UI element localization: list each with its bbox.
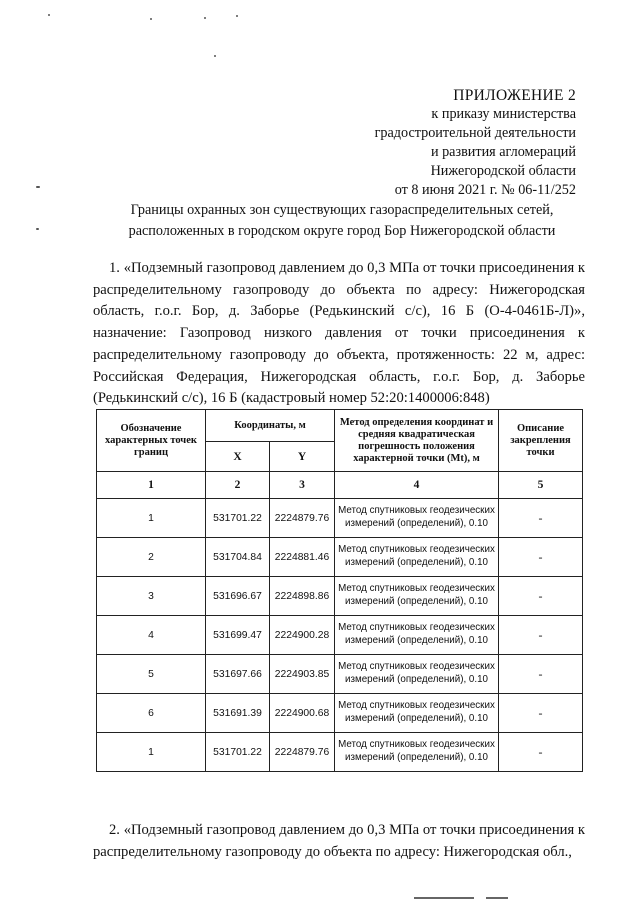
appendix-title: ПРИЛОЖЕНИЕ 2 — [453, 87, 576, 104]
cell-x: 531697.66 — [206, 655, 270, 694]
table-row — [97, 499, 583, 538]
cell-x: 531701.22 — [206, 733, 270, 772]
cell-point: 6 — [97, 694, 206, 733]
paragraph-text: «Подземный газопровод давлением до 0,3 МПа от точки присоединения к распределительному газопроводу до объекта по адресу: Нижегородская обл., — [93, 822, 585, 860]
table-row — [97, 538, 583, 577]
cell-method: Метод спутниковых геодезических измерений (определений), 0.10 — [335, 694, 499, 733]
table-row — [97, 577, 583, 616]
appendix-line: и развития агломераций — [430, 144, 576, 160]
appendix-block — [276, 86, 576, 200]
scan-speck — [204, 17, 206, 19]
cell-point: 2 — [97, 538, 206, 577]
cell-method: Метод спутниковых геодезических измерений (определений), 0.10 — [335, 499, 499, 538]
appendix-line: к приказу министерства — [431, 106, 576, 122]
cell-point: 4 — [97, 616, 206, 655]
coordinates-table — [96, 409, 583, 772]
cell-fixing: - — [499, 499, 583, 538]
scan-speck — [36, 228, 39, 230]
table-row — [97, 694, 583, 733]
header-method: Метод определения координат и средняя квадратическая погрешность положения характерной точки (Mt), м — [335, 410, 499, 472]
column-number: 3 — [270, 472, 335, 499]
paragraph-number: 2. — [109, 822, 120, 838]
cell-point: 5 — [97, 655, 206, 694]
cell-y: 2224879.76 — [270, 499, 335, 538]
header-coords: Координаты, м — [206, 410, 335, 442]
header-x: X — [206, 442, 270, 472]
cell-method: Метод спутниковых геодезических измерений (определений), 0.10 — [335, 655, 499, 694]
cell-fixing: - — [499, 655, 583, 694]
cell-fixing: - — [499, 616, 583, 655]
column-number: 4 — [335, 472, 499, 499]
cell-method: Метод спутниковых геодезических измерений (определений), 0.10 — [335, 538, 499, 577]
cell-x: 531704.84 — [206, 538, 270, 577]
cell-point: 1 — [97, 499, 206, 538]
cell-x: 531696.67 — [206, 577, 270, 616]
column-number: 5 — [499, 472, 583, 499]
appendix-line: Нижегородской области — [430, 163, 576, 179]
document-title-line: расположенных в городском округе город Бор Нижегородской области — [128, 222, 556, 239]
appendix-line: от 8 июня 2021 г. № 06-11/252 — [394, 182, 576, 198]
cell-y: 2224903.85 — [270, 655, 335, 694]
cell-x: 531699.47 — [206, 616, 270, 655]
paragraph-2 — [93, 820, 585, 863]
cell-fixing: - — [499, 733, 583, 772]
cell-x: 531691.39 — [206, 694, 270, 733]
cell-fixing: - — [499, 538, 583, 577]
header-point: Обозначение характерных точек границ — [97, 410, 206, 472]
scan-edge-mark — [486, 897, 508, 899]
cell-fixing: - — [499, 694, 583, 733]
cell-y: 2224900.68 — [270, 694, 335, 733]
document-title-line: Границы охранных зон существующих газораспределительных сетей, — [130, 202, 554, 218]
cell-x: 531701.22 — [206, 499, 270, 538]
paragraph-number: 1. — [109, 260, 120, 276]
cell-method: Метод спутниковых геодезических измерений (определений), 0.10 — [335, 733, 499, 772]
paragraph-text: «Подземный газопровод давлением до 0,3 МПа от точки присоединения к распределительному газопроводу до объекта по адресу: Нижегородская область, г.о.г. Бор, д. Заборье (Редькинский с/с), 16 Б (О-4-0461Б-Л)», назначение: Газопровод низкого давления от точки присоединения к распределительному газопроводу до объекта, протяженность: 22 м, адрес: Российская Федерация, Нижегородская область, г.о.г. Бор, д. Заборье (Редькинский с/с), 16 Б (кадастровый номер 52:20:1400006:848) — [93, 260, 585, 407]
table-row — [97, 733, 583, 772]
scan-speck — [36, 186, 40, 188]
scan-speck — [150, 18, 152, 20]
cell-method: Метод спутниковых геодезических измерений (определений), 0.10 — [335, 577, 499, 616]
header-fixing: Описание закрепления точки — [499, 410, 583, 472]
table-row — [97, 616, 583, 655]
scan-speck — [214, 55, 216, 57]
document-title — [92, 200, 592, 241]
cell-y: 2224898.86 — [270, 577, 335, 616]
column-number: 2 — [206, 472, 270, 499]
scan-speck — [48, 14, 50, 16]
header-y: Y — [270, 442, 335, 472]
cell-point: 1 — [97, 733, 206, 772]
cell-method: Метод спутниковых геодезических измерений (определений), 0.10 — [335, 616, 499, 655]
appendix-line: градостроительной деятельности — [374, 125, 576, 141]
cell-fixing: - — [499, 577, 583, 616]
cell-point: 3 — [97, 577, 206, 616]
scan-edge-mark — [414, 897, 474, 899]
table-row — [97, 655, 583, 694]
cell-y: 2224881.46 — [270, 538, 335, 577]
scan-speck — [236, 15, 238, 17]
paragraph-1 — [93, 258, 585, 410]
column-number: 1 — [97, 472, 206, 499]
cell-y: 2224879.76 — [270, 733, 335, 772]
cell-y: 2224900.28 — [270, 616, 335, 655]
